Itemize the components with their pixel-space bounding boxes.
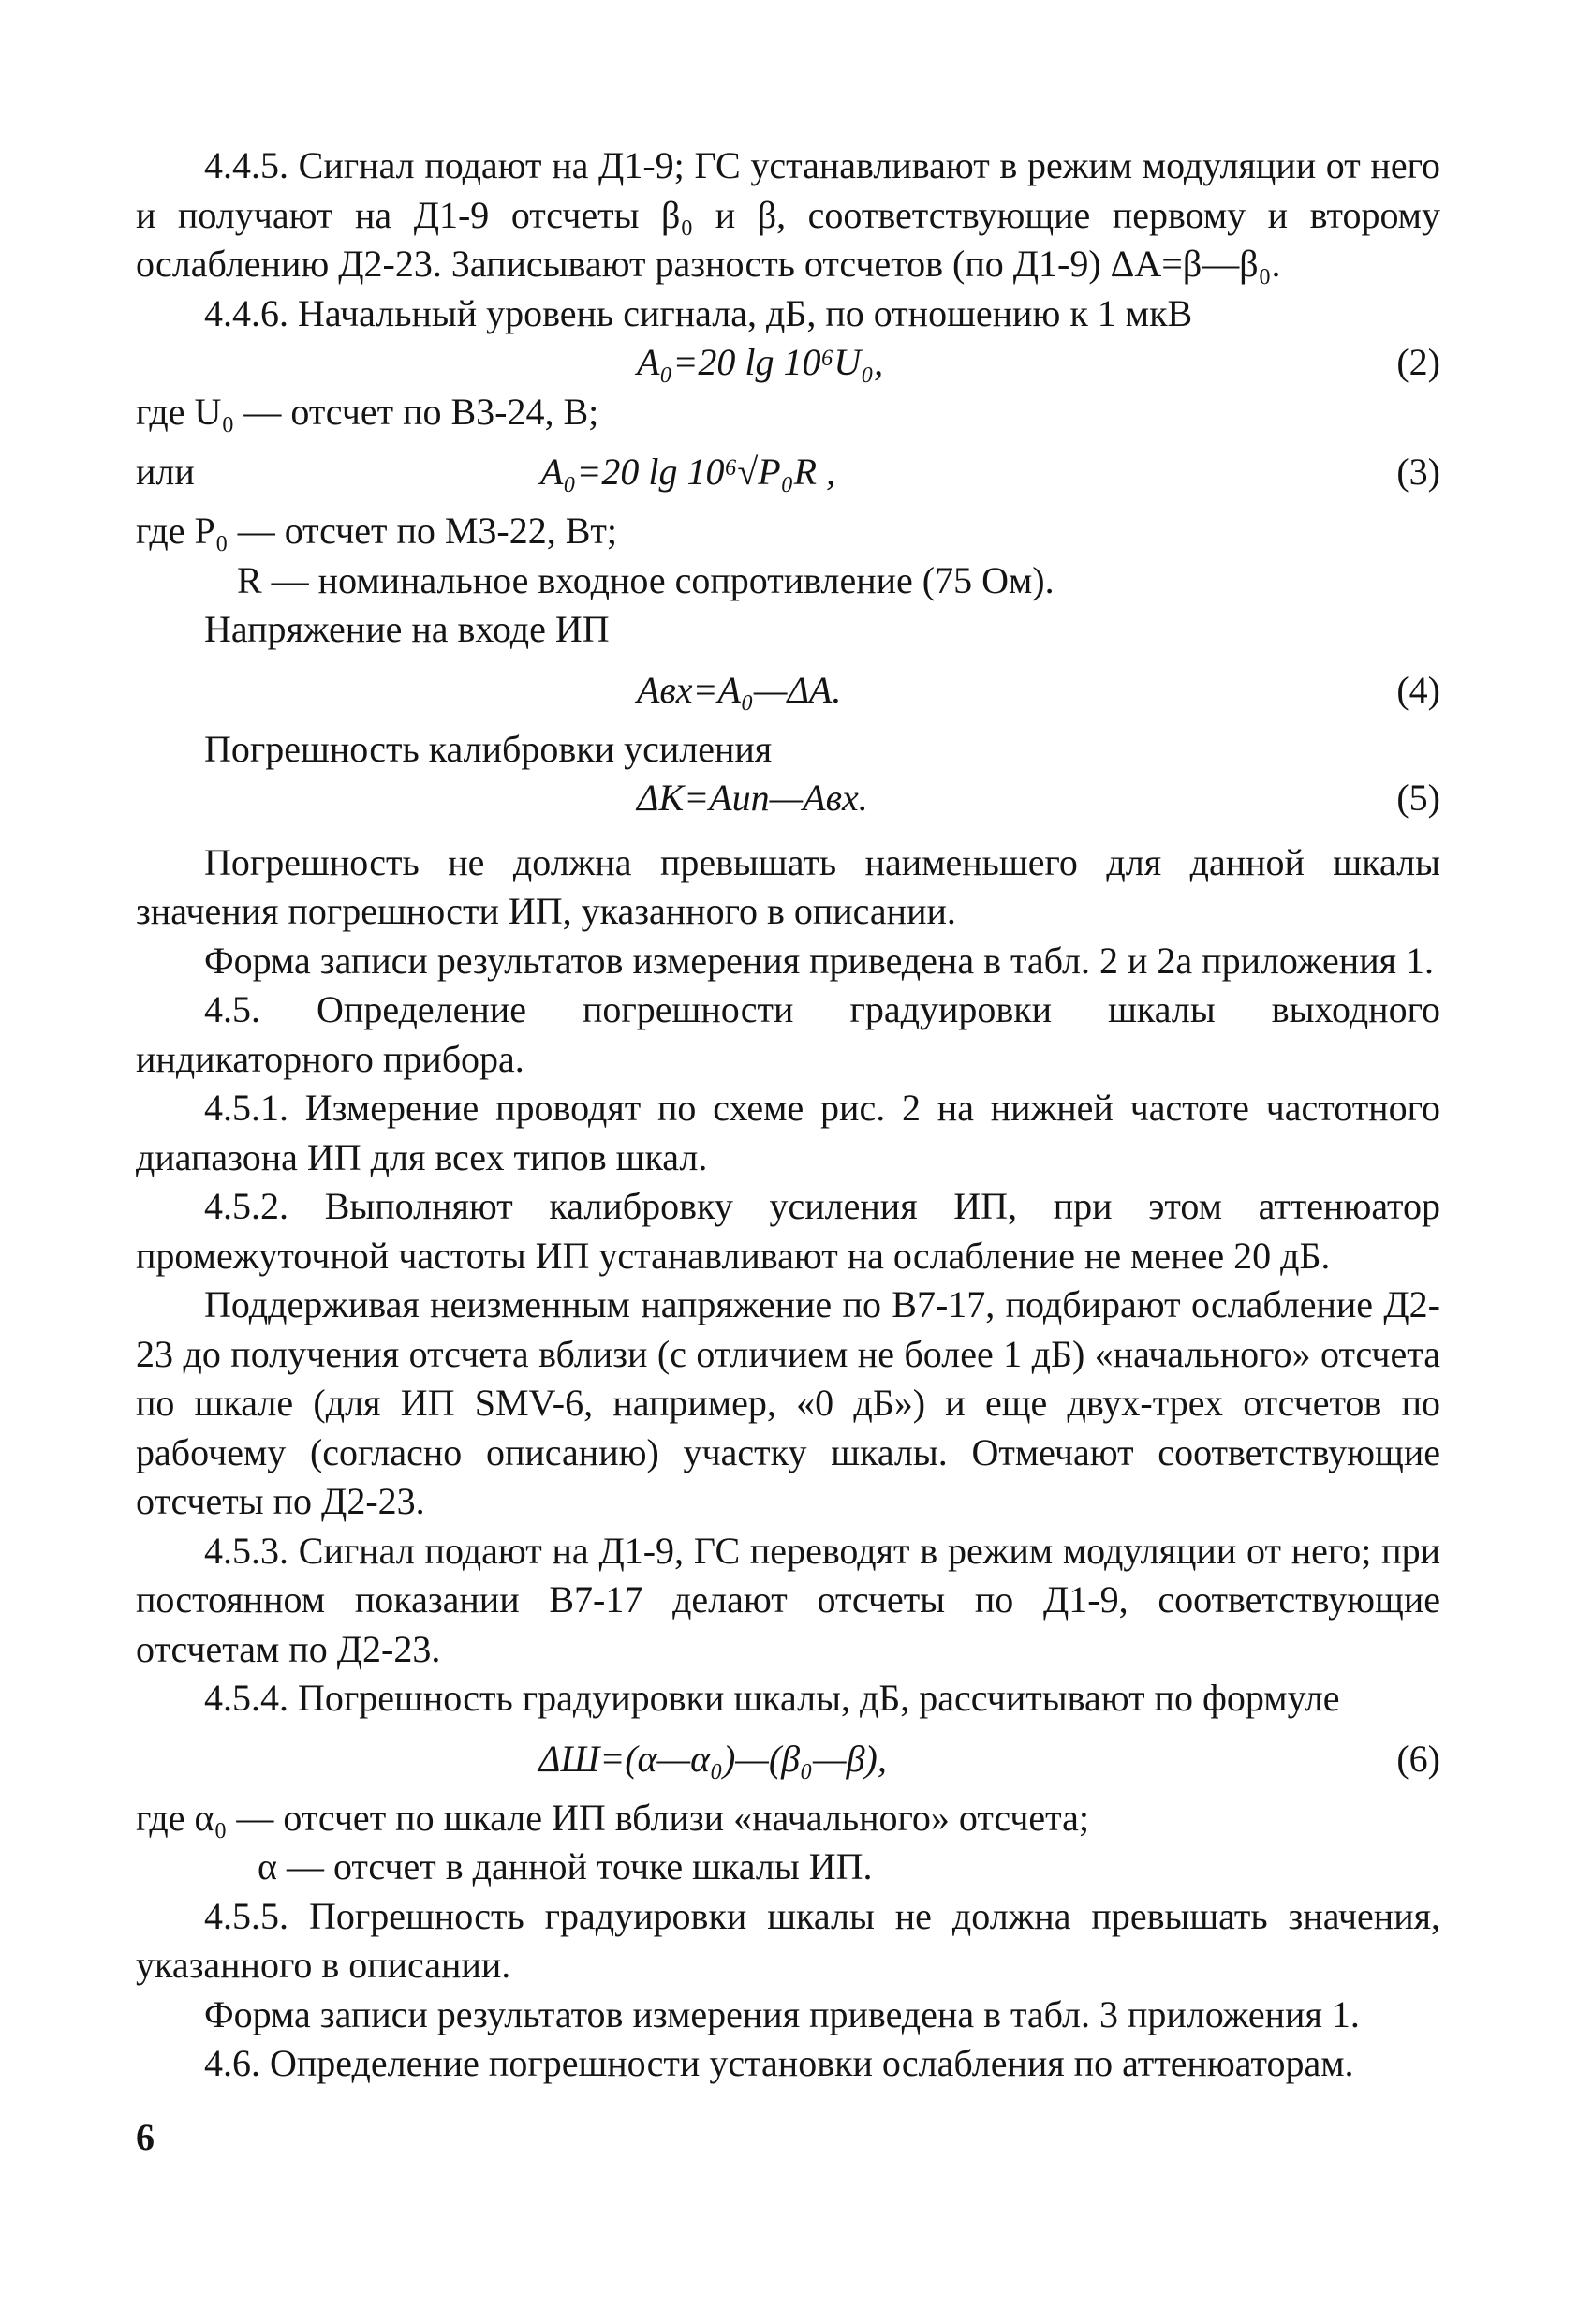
equation-5-formula: ΔK=Aип—Aвх. — [637, 777, 868, 819]
where-p0: где P₀ — отсчет по М3-22, Вт; — [136, 510, 618, 552]
equation-2-number: (2) — [1396, 341, 1440, 383]
calibration-error-heading: Погрешность калибровки усиления — [204, 727, 773, 770]
equation-6-formula: ΔШ=(α—α₀)—(β₀—β), — [538, 1737, 887, 1780]
body-text — [136, 141, 1440, 2089]
form-table-3-paragraph: Форма записи результатов измерения приведена в табл. 3 приложения 1. — [204, 1992, 1360, 2035]
paragraph-4-5-3: 4.5.3. Сигнал подают на Д1-9, ГС переводят в режим модуляции от него; при постоянном показании В7-17 делают отсчеты по Д1-9, соответствующие отсчетам по Д2-23. — [136, 1529, 1440, 1670]
equation-2 — [136, 338, 1440, 388]
where-u0: где U₀ — отсчет по В3-24, В; — [136, 390, 599, 433]
paragraph-4-5-2: 4.5.2. Выполняют калибровку усиления ИП, при этом аттенюатор промежуточной частоты ИП устанавливают на ослабление не менее 20 дБ. — [136, 1185, 1440, 1277]
form-table-2-paragraph: Форма записи результатов измерения приведена в табл. 2 и 2а приложения 1. — [204, 939, 1435, 982]
equation-5-number: (5) — [1396, 777, 1440, 819]
paragraph-4-5-5: 4.5.5. Погрешность градуировки шкалы не должна превышать значения, указанного в описании. — [136, 1894, 1440, 1986]
equation-3-formula: A₀=20 lg 10⁶√P₀R , — [540, 451, 836, 493]
paragraph-4-4-6: 4.4.6. Начальный уровень сигнала, дБ, по отношению к 1 мкВ — [204, 291, 1193, 334]
equation-3-number: (3) — [1396, 451, 1440, 493]
equation-2-formula: A₀=20 lg 10⁶U₀, — [637, 341, 884, 383]
error-limit-paragraph: Погрешность не должна превышать наименьшего для данной шкалы значения погрешности ИП, указанного в описании. — [136, 840, 1440, 932]
equation-6-number: (6) — [1396, 1737, 1440, 1780]
where-alpha: α — отсчет в данной точке шкалы ИП. — [258, 1845, 873, 1887]
equation-4-formula: Aвх=A₀—ΔA. — [637, 668, 842, 711]
where-alpha0: где α₀ — отсчет по шкале ИП вблизи «начального» отсчета; — [136, 1796, 1089, 1839]
paragraph-4-5-4: 4.5.4. Погрешность градуировки шкалы, дБ, рассчитывают по формуле — [204, 1677, 1340, 1719]
where-r: R — номинальное входное сопротивление (75 Ом). — [237, 558, 1055, 601]
paragraph-4-5-1: 4.5.1. Измерение проводят по схеме рис. 2 на нижней частоте частотного диапазона ИП для всех типов шкал. — [136, 1087, 1440, 1178]
voltage-input-heading: Напряжение на входе ИП — [204, 608, 610, 650]
equation-4-number: (4) — [1396, 668, 1440, 711]
page-number: 6 — [136, 2116, 155, 2158]
or-word: или — [136, 451, 195, 493]
paragraph-4-5: 4.5. Определение погрешности градуировки шкалы выходного индикаторного прибора. — [136, 988, 1440, 1080]
paragraph-4-6: 4.6. Определение погрешности установки ослабления по аттенюаторам. — [204, 2042, 1354, 2084]
equation-4 — [136, 655, 1440, 725]
equation-6 — [136, 1724, 1440, 1794]
equation-5 — [136, 774, 1440, 823]
equation-3 — [136, 437, 1440, 507]
paragraph-maintain: Поддерживая неизменным напряжение по В7-17, подбирают ослабление Д2-23 до получения отсчета вблизи (с отличием не более 1 дБ) «начального» отсчета по шкале (для ИП SMV-6, например, «0 дБ») и еще двух-трех отсчетов по рабочему (согласно описанию) участку шкалы. Отмечают соответствующие отсчеты по Д2-23. — [136, 1283, 1440, 1522]
paragraph-4-4-5: 4.4.5. Сигнал подают на Д1-9; ГС устанавливают в режим модуляции от него и получают на Д1-9 отсчеты β₀ и β, соответствующие первому и второму ослаблению Д2-23. Записывают разность отсчетов (по Д1-9) ΔA=β—β₀. — [136, 144, 1440, 285]
